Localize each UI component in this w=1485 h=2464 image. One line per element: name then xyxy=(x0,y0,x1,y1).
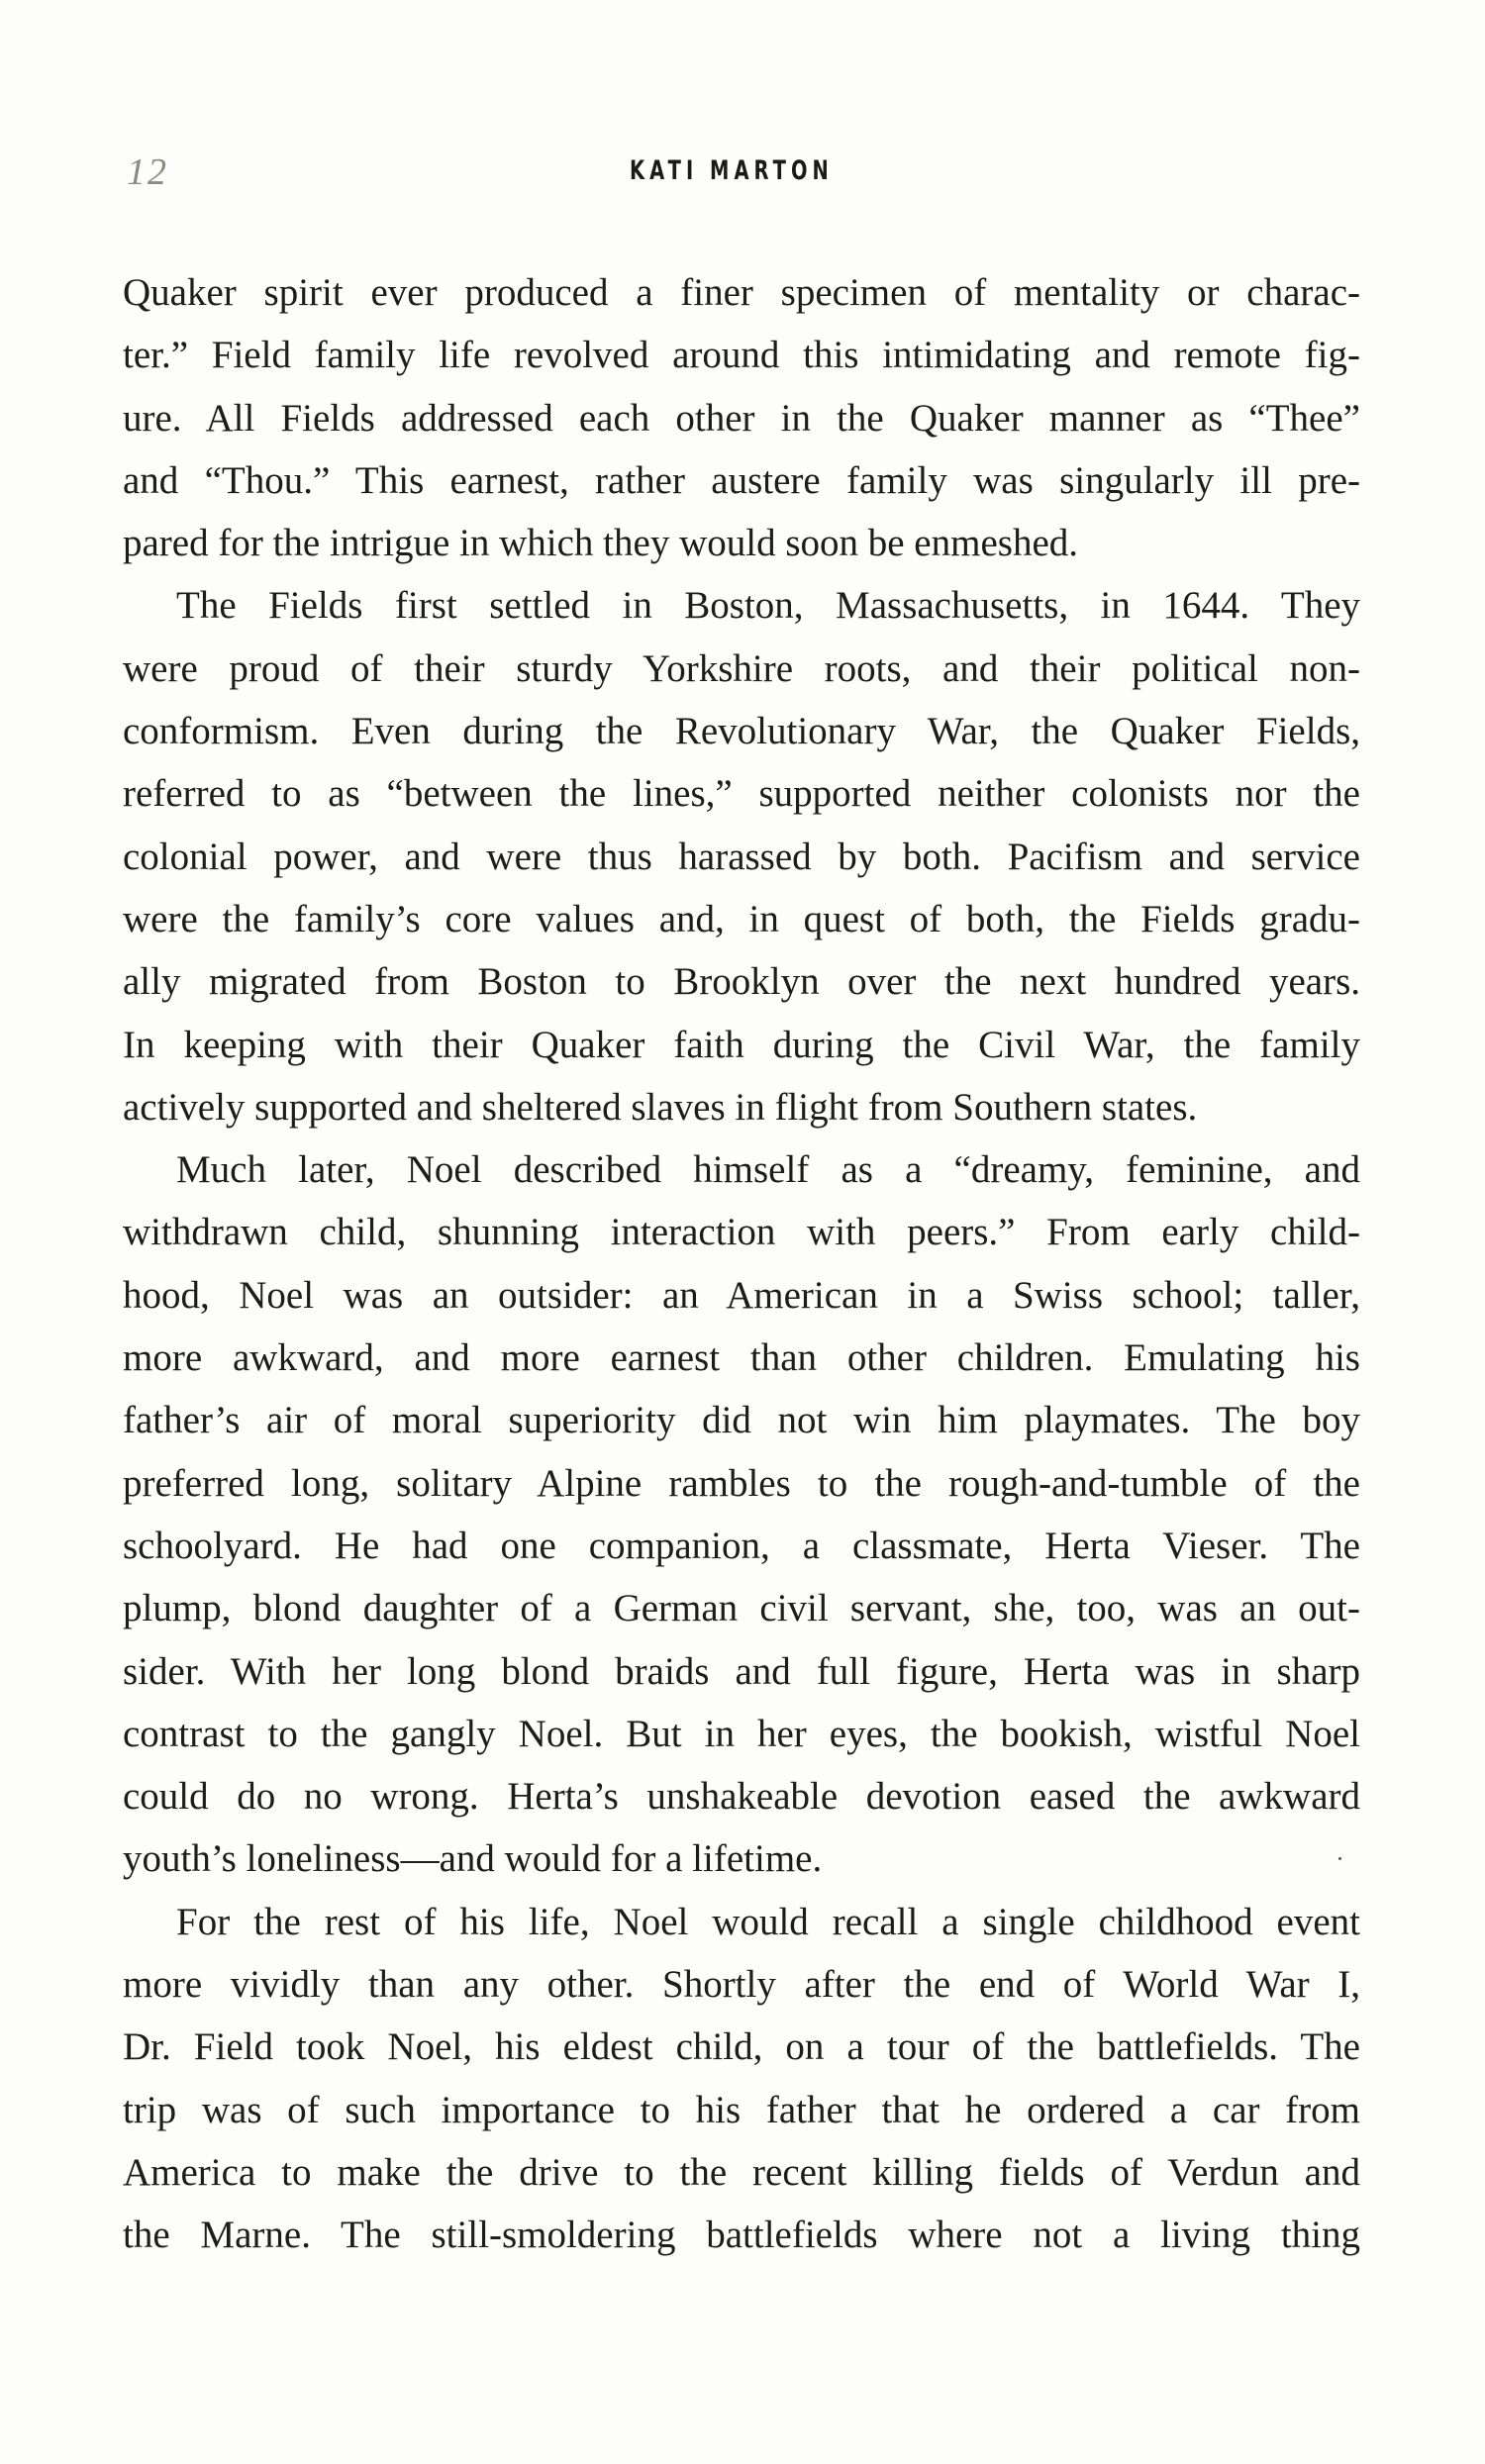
text-line: ure. All Fields addressed each other in the Quaker manner as “Thee” xyxy=(123,396,1360,440)
text-line: actively supported and sheltered slaves in flight from Southern states. xyxy=(123,1085,1198,1129)
text-line: The Fields first settled in Boston, Massachusetts, in 1644. They xyxy=(176,584,1360,628)
text-line: In keeping with their Quaker faith during the Civil War, the family xyxy=(123,1023,1360,1066)
text-line: Much later, Noel described himself as a “dreamy, feminine, and xyxy=(176,1148,1360,1192)
page-number: 12 xyxy=(127,151,168,193)
text-line: were proud of their sturdy Yorkshire roots, and their political non- xyxy=(123,646,1360,690)
text-line: conformism. Even during the Revolutionary War, the Quaker Fields, xyxy=(123,710,1360,753)
text-line: trip was of such importance to his father that he ordered a car from xyxy=(123,2088,1360,2131)
text-line: hood, Noel was an outsider: an American in a Swiss school; taller, xyxy=(123,1273,1360,1317)
text-line: sider. With her long blond braids and full figure, Herta was in sharp xyxy=(123,1649,1360,1693)
text-line: youth’s loneliness—and would for a lifetime. xyxy=(123,1837,823,1881)
paragraph-1 xyxy=(123,273,1360,586)
text-line: father’s air of moral superiority did not win him playmates. The boy xyxy=(123,1399,1360,1442)
paragraph-2 xyxy=(123,586,1360,1150)
text-line: ally migrated from Boston to Brooklyn over the next hundred years. xyxy=(123,960,1360,1004)
text-line: schoolyard. He had one companion, a classmate, Herta Vieser. The xyxy=(123,1524,1360,1567)
text-line: more vividly than any other. Shortly after the end of World War I, xyxy=(123,1963,1360,2007)
text-line: America to make the drive to the recent killing fields of Verdun and xyxy=(123,2150,1360,2194)
text-line: ter.” Field family life revolved around this intimidating and remote fig- xyxy=(123,334,1360,377)
text-line: preferred long, solitary Alpine rambles to the rough-and-tumble of the xyxy=(123,1461,1360,1505)
body-text xyxy=(123,273,1360,2279)
text-line: and “Thou.” This earnest, rather austere family was singularly ill pre- xyxy=(123,458,1360,502)
text-line: referred to as “between the lines,” supported neither colonists nor the xyxy=(123,772,1360,816)
text-line: could do no wrong. Herta’s unshakeable devotion eased the awkward xyxy=(123,1775,1360,1819)
running-title-author: KATI MARTON xyxy=(630,155,834,186)
text-line: colonial power, and were thus harassed by both. Pacifism and service xyxy=(123,835,1360,878)
text-line: Dr. Field took Noel, his eldest child, on a tour of the battlefields. The xyxy=(123,2025,1360,2069)
text-line: plump, blond daughter of a German civil servant, she, too, was an out- xyxy=(123,1587,1360,1630)
scan-speck xyxy=(1338,1857,1341,1860)
text-line: withdrawn child, shunning interaction with peers.” From early child- xyxy=(123,1211,1360,1254)
paragraph-4 xyxy=(123,1900,1360,2279)
text-line: For the rest of his life, Noel would recall a single childhood event xyxy=(176,1900,1360,1943)
text-line: Quaker spirit ever produced a finer specimen of mentality or charac- xyxy=(123,271,1360,314)
text-line: pared for the intrigue in which they would soon be enmeshed. xyxy=(123,522,1079,565)
running-head xyxy=(0,148,1485,193)
text-line: contrast to the gangly Noel. But in her eyes, the bookish, wistful Noel xyxy=(123,1712,1360,1755)
text-line: more awkward, and more earnest than other children. Emulating his xyxy=(123,1336,1360,1380)
text-line: the Marne. The still-smoldering battlefields where not a living thing xyxy=(123,2214,1360,2257)
paragraph-3 xyxy=(123,1150,1360,1903)
text-line: were the family’s core values and, in quest of both, the Fields gradu- xyxy=(123,897,1360,940)
